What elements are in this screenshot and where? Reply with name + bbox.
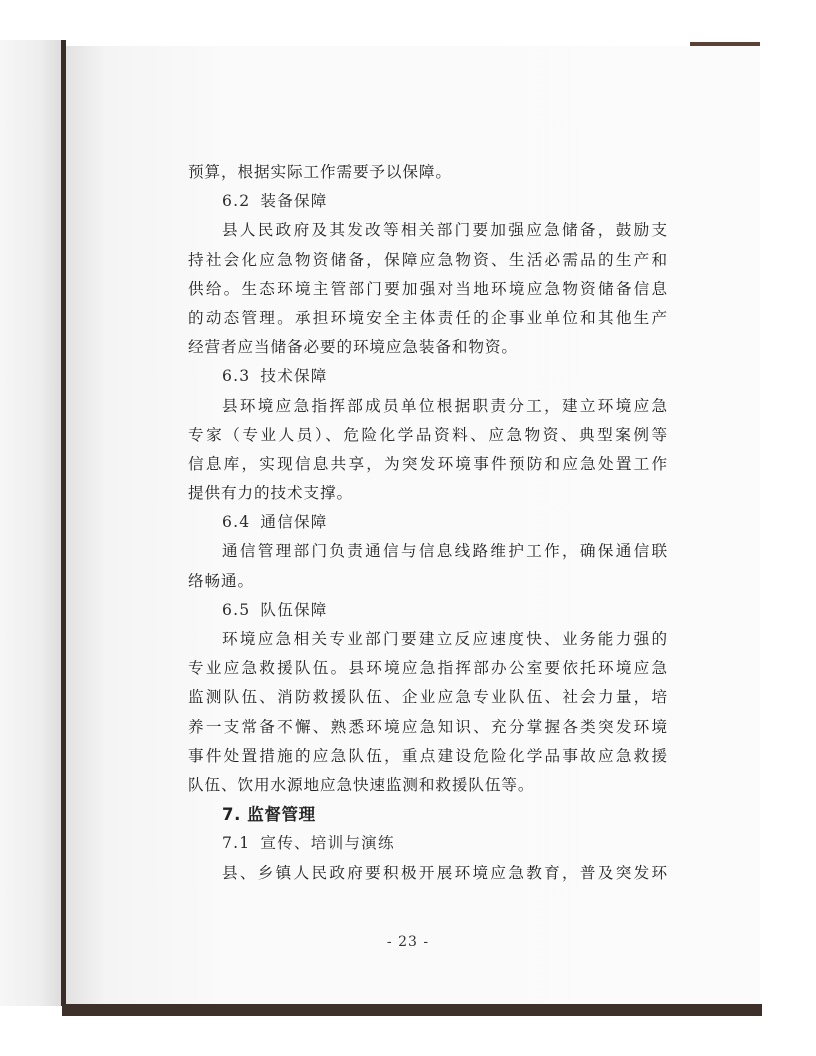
body-line: 提供有力的技术支撑。 [188, 484, 353, 503]
body-line: 的动态管理。承担环境安全主体责任的企事业单位和其他生产 [188, 308, 668, 327]
section-title: 宣传、培训与演练 [260, 834, 395, 853]
body-line: 信息库，实现信息共享，为突发环境事件预防和应急处置工作 [188, 454, 668, 473]
section-title: 装备保障 [260, 192, 328, 211]
scan-left-edge [0, 40, 66, 1006]
scan-bottom-edge [62, 1004, 762, 1016]
body-line: 监测队伍、消防救援队伍、企业应急专业队伍、社会力量，培 [188, 688, 668, 707]
body-line: 专业应急救援队伍。县环境应急指挥部办公室要依托环境应急 [188, 659, 668, 678]
body-line: 县环境应急指挥部成员单位根据职责分工，建立环境应急 [222, 396, 668, 415]
body-line: 经营者应当储备必要的环境应急装备和物资。 [188, 338, 518, 357]
section-title: 技术保障 [260, 367, 328, 386]
section-heading [188, 829, 668, 858]
body-line: 养一支常备不懈、熟悉环境应急知识、充分掌握各类突发环境 [188, 717, 668, 736]
section-number: 6.5 [222, 600, 251, 619]
section-heading [188, 596, 668, 625]
body-line: 专家（专业人员）、危险化学品资料、应急物资、典型案例等 [188, 425, 668, 444]
body-line: 队伍、饮用水源地应急快速监测和救援队伍等。 [188, 775, 535, 794]
body-line: 环境应急相关专业部门要建立反应速度快、业务能力强的 [222, 630, 668, 648]
body-line: 通信管理部门负责通信与信息线路维护工作，确保通信联 [222, 542, 668, 561]
section-number: 6.3 [222, 367, 251, 386]
body-line: 供给。生态环境主管部门要加强对当地环境应急物资储备信息 [188, 279, 668, 298]
body-line: 县人民政府及其发改等相关部门要加强应急储备，鼓励支 [222, 221, 668, 240]
section-number: 7.1 [222, 834, 251, 853]
section-heading [188, 187, 668, 216]
body-line: 预算，根据实际工作需要予以保障。 [188, 163, 452, 181]
page-number: - 23 - [386, 934, 430, 950]
body-line: 事件处置措施的应急队伍，重点建设危险化学品事故应急救援 [188, 746, 668, 765]
section-heading [188, 508, 668, 537]
body-line: 持社会化应急物资储备，保障应急物资、生活必需品的生产和 [188, 250, 668, 269]
section-title: 通信保障 [260, 513, 328, 532]
section-title: 队伍保障 [260, 600, 328, 619]
body-line: 县、乡镇人民政府要积极开展环境应急教育，普及突发环 [222, 863, 668, 882]
body-line: 络畅通。 [188, 571, 254, 590]
section-number: 6.4 [222, 513, 251, 532]
section-heading [188, 362, 668, 391]
section-number: 6.2 [222, 192, 251, 211]
document-body [188, 158, 668, 888]
chapter-heading: 7. 监督管理 [222, 805, 316, 825]
